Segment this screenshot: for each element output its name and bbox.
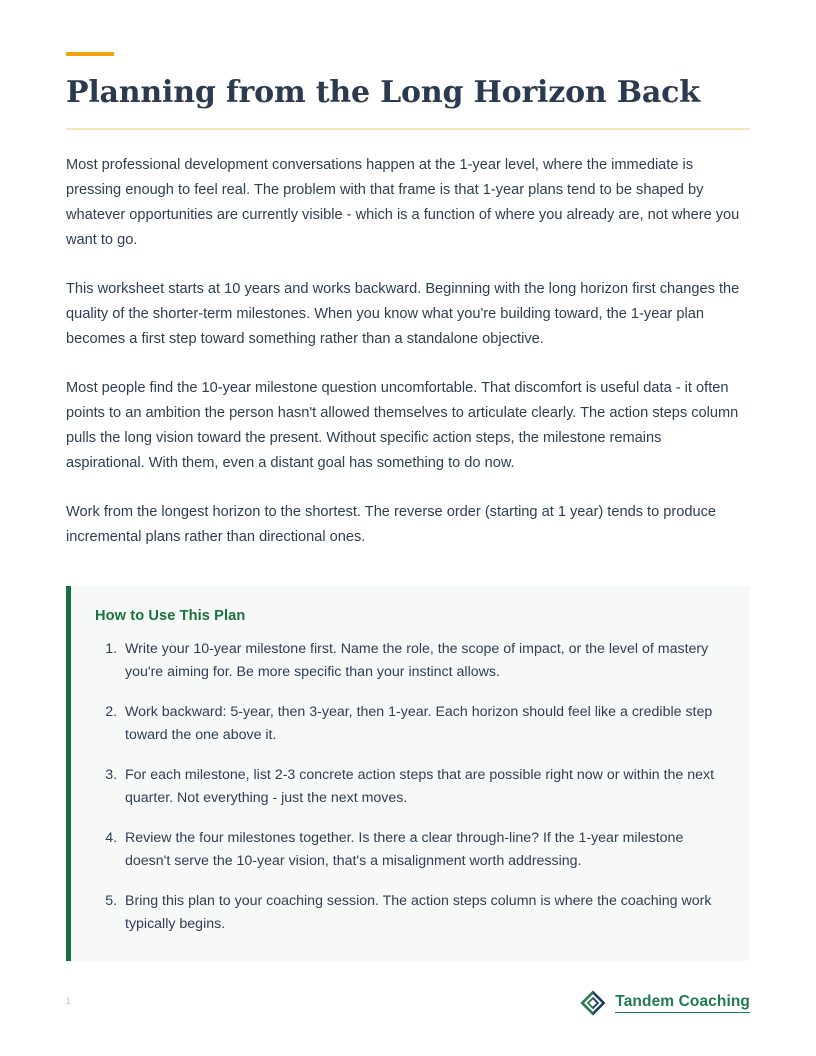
page-title: Planning from the Long Horizon Back bbox=[66, 75, 700, 110]
intro-paragraph-2: This worksheet starts at 10 years and works backward. Beginning with the long horizon first changes the quality of the shorter-term milestones. When you know what you're building toward, the 1-year plan becomes a first step toward something rather than a standalone objective. bbox=[66, 280, 740, 347]
intro-body-copy bbox=[66, 153, 750, 550]
how-to-use-steps-list bbox=[95, 638, 726, 937]
page-number: 1 bbox=[66, 996, 72, 1006]
brand-logo bbox=[580, 990, 750, 1016]
intro-paragraph-1: Most professional development conversations happen at the 1-year level, where the immediate is pressing enough to feel real. The problem with that frame is that 1-year plans tend to be shaped by whatever opportunities are currently visible - which is a function of where you already are, not where you want to go. bbox=[66, 156, 740, 248]
how-to-use-callout bbox=[66, 586, 750, 961]
page-content bbox=[66, 52, 750, 961]
title-divider-rule bbox=[66, 128, 750, 130]
brand-name: Tandem Coaching bbox=[615, 993, 750, 1013]
callout-heading: How to Use This Plan bbox=[95, 607, 246, 624]
list-item: 3. For each milestone, list 2-3 concrete action steps that are possible right now or within the next quarter. Not everything - just the next moves. bbox=[121, 764, 726, 811]
title-accent-bar bbox=[66, 52, 114, 56]
list-item: 1. Write your 10-year milestone first. Name the role, the scope of impact, or the level of mastery you're aiming for. Be more specific than your instinct allows. bbox=[121, 638, 726, 685]
list-item: 4. Review the four milestones together. Is there a clear through-line? If the 1-year milestone doesn't serve the 10-year vision, that's a misalignment worth addressing. bbox=[121, 827, 726, 874]
list-item: 5. Bring this plan to your coaching session. The action steps column is where the coaching work typically begins. bbox=[121, 890, 726, 937]
intro-paragraph-4: Work from the longest horizon to the shortest. The reverse order (starting at 1 year) tends to produce incremental plans rather than directional ones. bbox=[66, 503, 717, 545]
list-item: 2. Work backward: 5-year, then 3-year, then 1-year. Each horizon should feel like a credible step toward the one above it. bbox=[121, 701, 726, 748]
page-footer bbox=[0, 986, 816, 1056]
tandem-diamond-logo-icon bbox=[580, 990, 606, 1016]
intro-paragraph-3: Most people find the 10-year milestone question uncomfortable. That discomfort is useful data - it often points to an ambition the person hasn't allowed themselves to articulate clearly. The action steps column pulls the long vision toward the present. Without specific action steps, the milestone remains aspirational. With them, even a distant goal has something to do now. bbox=[66, 379, 739, 471]
